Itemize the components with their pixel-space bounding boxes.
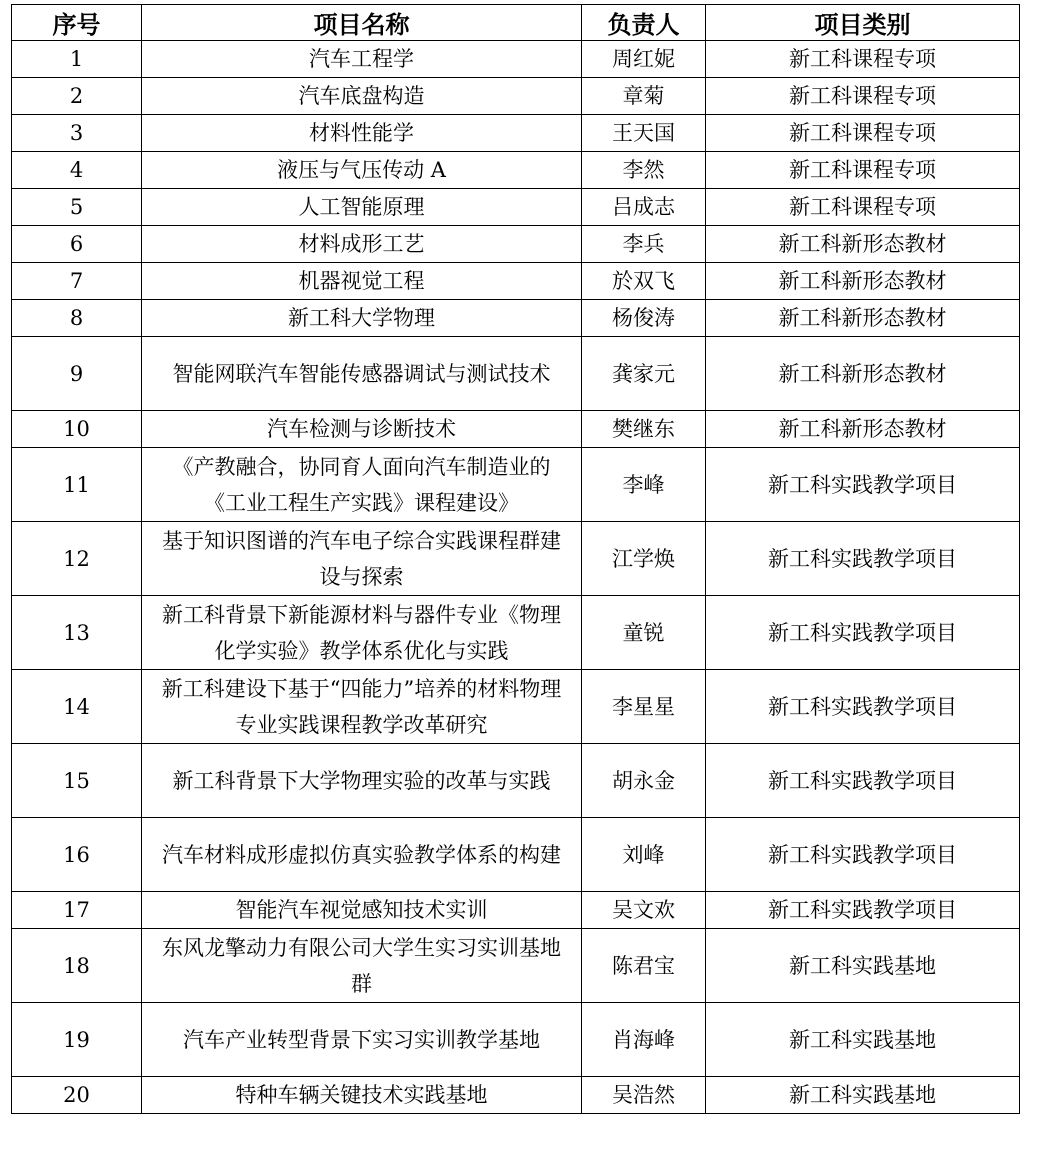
cell-category: 新工科新形态教材 — [706, 300, 1020, 337]
cell-no: 8 — [12, 300, 142, 337]
cell-name: 新工科建设下基于“四能力”培养的材料物理专业实践课程教学改革研究 — [142, 670, 582, 744]
cell-no: 2 — [12, 78, 142, 115]
table-row — [12, 1077, 1020, 1114]
table-header-row — [12, 5, 1020, 41]
cell-lead: 樊继东 — [582, 411, 706, 448]
table-row — [12, 744, 1020, 818]
cell-lead: 吴文欢 — [582, 892, 706, 929]
cell-lead: 王天国 — [582, 115, 706, 152]
cell-no: 9 — [12, 337, 142, 411]
cell-no: 19 — [12, 1003, 142, 1077]
cell-name: 材料成形工艺 — [142, 226, 582, 263]
cell-no: 11 — [12, 448, 142, 522]
cell-no: 3 — [12, 115, 142, 152]
project-table — [11, 4, 1020, 1114]
cell-name: 新工科背景下大学物理实验的改革与实践 — [142, 744, 582, 818]
cell-lead: 章菊 — [582, 78, 706, 115]
cell-lead: 陈君宝 — [582, 929, 706, 1003]
cell-category: 新工科新形态教材 — [706, 263, 1020, 300]
cell-category: 新工科课程专项 — [706, 78, 1020, 115]
cell-no: 10 — [12, 411, 142, 448]
cell-lead: 李然 — [582, 152, 706, 189]
cell-category: 新工科实践基地 — [706, 929, 1020, 1003]
table-row — [12, 300, 1020, 337]
table-row — [12, 522, 1020, 596]
cell-category: 新工科实践基地 — [706, 1003, 1020, 1077]
table-row — [12, 411, 1020, 448]
table-row — [12, 189, 1020, 226]
cell-no: 12 — [12, 522, 142, 596]
cell-category: 新工科课程专项 — [706, 152, 1020, 189]
cell-lead: 刘峰 — [582, 818, 706, 892]
cell-name: 特种车辆关键技术实践基地 — [142, 1077, 582, 1114]
table-row — [12, 78, 1020, 115]
cell-name: 液压与气压传动 A — [142, 152, 582, 189]
cell-category: 新工科新形态教材 — [706, 226, 1020, 263]
cell-category: 新工科新形态教材 — [706, 411, 1020, 448]
header-name: 项目名称 — [142, 5, 582, 41]
table-row — [12, 929, 1020, 1003]
header-lead: 负责人 — [582, 5, 706, 41]
cell-name: 汽车检测与诊断技术 — [142, 411, 582, 448]
cell-lead: 童锐 — [582, 596, 706, 670]
cell-name: 机器视觉工程 — [142, 263, 582, 300]
cell-name: 汽车产业转型背景下实习实训教学基地 — [142, 1003, 582, 1077]
cell-lead: 吕成志 — [582, 189, 706, 226]
cell-no: 1 — [12, 41, 142, 78]
table-row — [12, 152, 1020, 189]
table-row — [12, 1003, 1020, 1077]
cell-category: 新工科实践教学项目 — [706, 448, 1020, 522]
cell-no: 7 — [12, 263, 142, 300]
cell-category: 新工科实践基地 — [706, 1077, 1020, 1114]
cell-category: 新工科课程专项 — [706, 41, 1020, 78]
cell-lead: 李兵 — [582, 226, 706, 263]
cell-no: 4 — [12, 152, 142, 189]
cell-name: 智能汽车视觉感知技术实训 — [142, 892, 582, 929]
cell-name: 汽车工程学 — [142, 41, 582, 78]
table-row — [12, 448, 1020, 522]
cell-lead: 胡永金 — [582, 744, 706, 818]
cell-lead: 龚家元 — [582, 337, 706, 411]
cell-lead: 李星星 — [582, 670, 706, 744]
cell-lead: 杨俊涛 — [582, 300, 706, 337]
cell-no: 13 — [12, 596, 142, 670]
cell-name: 智能网联汽车智能传感器调试与测试技术 — [142, 337, 582, 411]
cell-lead: 於双飞 — [582, 263, 706, 300]
header-no: 序号 — [12, 5, 142, 41]
cell-lead: 吴浩然 — [582, 1077, 706, 1114]
cell-name: 东风龙擎动力有限公司大学生实习实训基地群 — [142, 929, 582, 1003]
cell-no: 14 — [12, 670, 142, 744]
cell-category: 新工科实践教学项目 — [706, 744, 1020, 818]
cell-lead: 江学焕 — [582, 522, 706, 596]
cell-category: 新工科实践教学项目 — [706, 670, 1020, 744]
cell-no: 16 — [12, 818, 142, 892]
cell-name: 人工智能原理 — [142, 189, 582, 226]
cell-category: 新工科实践教学项目 — [706, 892, 1020, 929]
table-row — [12, 892, 1020, 929]
header-category: 项目类别 — [706, 5, 1020, 41]
table-row — [12, 41, 1020, 78]
cell-category: 新工科课程专项 — [706, 115, 1020, 152]
table-row — [12, 818, 1020, 892]
cell-category: 新工科实践教学项目 — [706, 522, 1020, 596]
table-row — [12, 670, 1020, 744]
cell-no: 6 — [12, 226, 142, 263]
cell-category: 新工科实践教学项目 — [706, 596, 1020, 670]
cell-name: 汽车材料成形虚拟仿真实验教学体系的构建 — [142, 818, 582, 892]
cell-name: 新工科背景下新能源材料与器件专业《物理化学实验》教学体系优化与实践 — [142, 596, 582, 670]
cell-lead: 李峰 — [582, 448, 706, 522]
cell-lead: 肖海峰 — [582, 1003, 706, 1077]
cell-no: 17 — [12, 892, 142, 929]
cell-no: 18 — [12, 929, 142, 1003]
table-row — [12, 337, 1020, 411]
table-row — [12, 596, 1020, 670]
cell-name: 《产教融合，协同育人面向汽车制造业的《工业工程生产实践》课程建设》 — [142, 448, 582, 522]
table-row — [12, 263, 1020, 300]
cell-name: 汽车底盘构造 — [142, 78, 582, 115]
cell-lead: 周红妮 — [582, 41, 706, 78]
cell-no: 20 — [12, 1077, 142, 1114]
cell-name: 新工科大学物理 — [142, 300, 582, 337]
cell-name: 基于知识图谱的汽车电子综合实践课程群建设与探索 — [142, 522, 582, 596]
cell-category: 新工科实践教学项目 — [706, 818, 1020, 892]
cell-category: 新工科课程专项 — [706, 189, 1020, 226]
cell-name: 材料性能学 — [142, 115, 582, 152]
cell-no: 15 — [12, 744, 142, 818]
cell-no: 5 — [12, 189, 142, 226]
table-row — [12, 226, 1020, 263]
table-row — [12, 115, 1020, 152]
cell-category: 新工科新形态教材 — [706, 337, 1020, 411]
project-table-container — [11, 4, 1020, 1114]
